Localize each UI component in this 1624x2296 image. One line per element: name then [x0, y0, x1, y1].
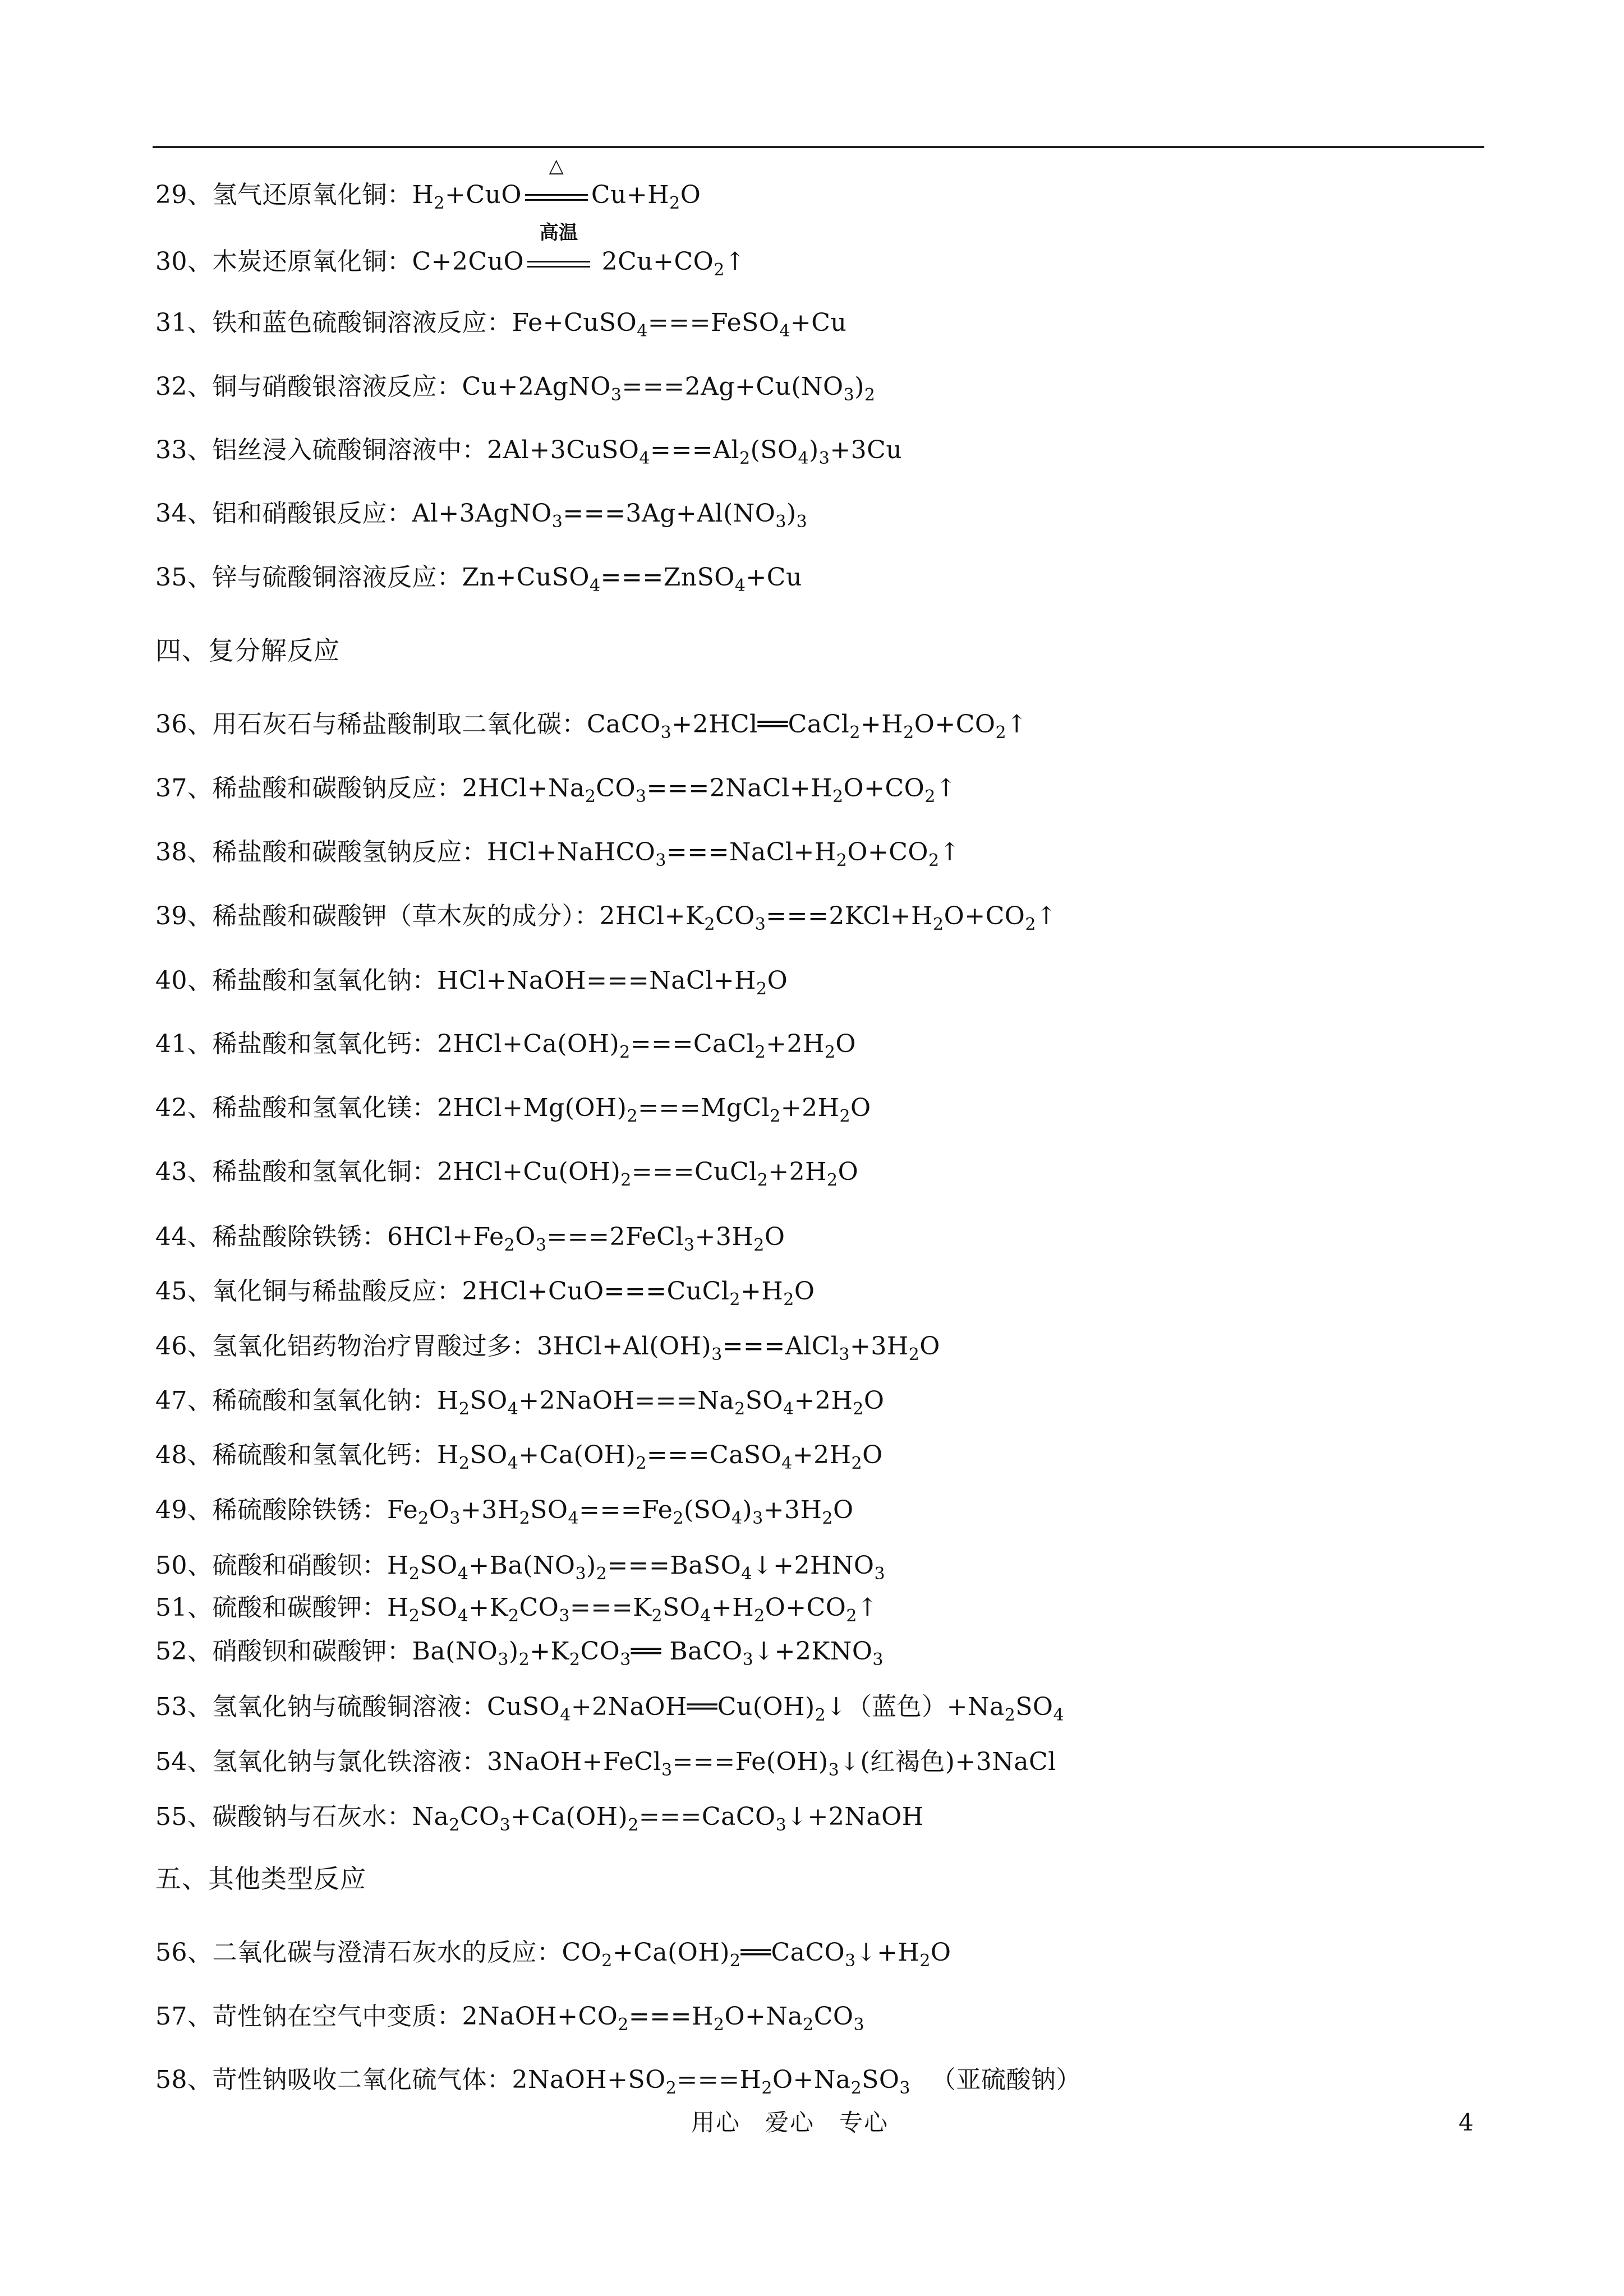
reaction-name: 氧化铜与稀盐酸反应： — [212, 1277, 462, 1306]
reaction-40: 40、稀盐酸和氢氧化钠：$HCl+NaOH===NaCl+H_2O$ — [155, 966, 788, 999]
reaction-41: 41、稀盐酸和氢氧化钙：$2HCl+Ca(OH)_2===CaCl_2+2H_2O$ — [155, 1030, 856, 1062]
reaction-name: 稀硫酸和氢氧化钙： — [212, 1441, 437, 1469]
reaction-name: 氢氧化钠与氯化铁溶液： — [212, 1748, 487, 1776]
reaction-32: 32、铜与硝酸银溶液反应：$Cu+2AgNO_3===2Ag+Cu(NO_3)_2$ — [155, 372, 876, 405]
reaction-number: 37、 — [155, 774, 213, 803]
reaction-name: 氢气还原氧化铜： — [212, 181, 412, 209]
reaction-name: 稀盐酸和碳酸钠反应： — [212, 774, 462, 803]
reaction-51: 51、硫酸和碳酸钾：$H_2SO_4+K_2CO_3===K_2SO_4+H_2O+CO_2↑$ — [155, 1593, 878, 1626]
reaction-49: 49、稀硫酸除铁锈：$Fe_2O_3+3H_2SO_4===Fe_2(SO_4)_3+3H_2O$ — [155, 1496, 854, 1528]
reaction-name: 苛性钠吸收二氧化硫气体： — [212, 2066, 512, 2094]
reaction-53: 53、氢氧化钠与硫酸铜溶液：$CuSO_4+2NaOH══Cu(OH)_2↓$（蓝色）$+Na_2SO_4$ — [155, 1693, 1065, 1725]
reaction-number: 41、 — [155, 1030, 213, 1058]
reaction-name: 稀盐酸和氢氧化镁： — [212, 1094, 437, 1122]
reaction-number: 43、 — [155, 1158, 213, 1186]
reaction-number: 32、 — [155, 372, 213, 401]
reaction-number: 57、 — [155, 2002, 213, 2031]
reaction-55: 55、碳酸钠与石灰水：$Na_2CO_3+Ca(OH)_2===CaCO_3↓+2NaOH$ — [155, 1802, 924, 1835]
reaction-name: 稀盐酸和氢氧化钙： — [212, 1030, 437, 1058]
header-rule — [153, 146, 1484, 148]
reaction-name: 铝丝浸入硫酸铜溶液中： — [212, 436, 487, 464]
reaction-name: 铜与硝酸银溶液反应： — [212, 372, 462, 401]
reaction-number: 39、 — [155, 902, 213, 930]
reaction-38: 38、稀盐酸和碳酸氢钠反应：$HCl+NaHCO_3===NaCl+H_2O+CO_2↑$ — [155, 838, 960, 870]
reaction-30: 30、木炭还原氧化铜：C+2CuO 高温 $2Cu+CO_2↑$ — [155, 222, 746, 280]
reaction-name: 稀盐酸和氢氧化铜： — [212, 1158, 437, 1186]
reaction-number: 48、 — [155, 1441, 213, 1469]
reaction-number: 51、 — [155, 1593, 213, 1622]
page-number: 4 — [1459, 2109, 1474, 2136]
reaction-name: 硝酸钡和碳酸钾： — [212, 1637, 412, 1666]
reaction-name: 稀硫酸除铁锈： — [212, 1496, 387, 1524]
reaction-number: 33、 — [155, 436, 213, 464]
reaction-number: 34、 — [155, 499, 213, 528]
reaction-name: 苛性钠在空气中变质： — [212, 2002, 462, 2031]
reaction-number: 50、 — [155, 1551, 213, 1580]
reaction-34: 34、铝和硝酸银反应：$Al+3AgNO_3===3Ag+Al(NO_3)_3$ — [155, 499, 808, 532]
reaction-36: 36、用石灰石与稀盐酸制取二氧化碳：$CaCO_3+2HCl══CaCl_2+H_2O+CO_2↑$ — [155, 710, 1028, 743]
reaction-number: 55、 — [155, 1802, 213, 1831]
reaction-name: 氢氧化钠与硫酸铜溶液： — [212, 1693, 487, 1721]
reaction-number: 31、 — [155, 308, 213, 337]
reaction-note: (红褐色) — [860, 1748, 955, 1776]
reaction-56: 56、二氧化碳与澄清石灰水的反应：$CO_2+Ca(OH)_2══CaCO_3↓+H_2O$ — [155, 1938, 951, 1971]
reaction-note: （蓝色） — [846, 1693, 947, 1721]
reaction-31: 31、铁和蓝色硫酸铜溶液反应：Fe+CuSO$_4$===FeSO$_4$+Cu — [155, 308, 847, 341]
reaction-54: 54、氢氧化钠与氯化铁溶液：$3NaOH+FeCl_3===Fe(OH)_3↓$(红褐色)+3NaCl — [155, 1748, 1056, 1780]
reaction-58: 58、苛性钠吸收二氧化硫气体：$2NaOH+SO_2===H_2O+Na_2SO_3$ （亚硫酸钠） — [155, 2066, 1082, 2098]
reaction-29: 29、氢气还原氧化铜：$H_2+CuO$ △ $Cu+H_2O$ — [155, 155, 701, 213]
reaction-name: 稀盐酸和氢氧化钠： — [212, 966, 437, 995]
reaction-name: 二氧化碳与澄清石灰水的反应： — [212, 1938, 562, 1967]
reaction-name: 铁和蓝色硫酸铜溶液反应： — [212, 308, 512, 337]
reaction-37: 37、稀盐酸和碳酸钠反应：$2HCl+Na_2CO_3===2NaCl+H_2O+CO_2↑$ — [155, 774, 957, 806]
reaction-note: （亚硫酸钠） — [944, 2066, 1082, 2094]
reaction-number: 44、 — [155, 1223, 213, 1251]
reaction-39: 39、稀盐酸和碳酸钾（草木灰的成分）：$2HCl+K_2CO_3===2KCl+H_2O+CO_2↑$ — [155, 902, 1057, 934]
reaction-35: 35、锌与硫酸铜溶液反应：Zn+CuSO$_4$===ZnSO$_4$+Cu — [155, 563, 802, 596]
reaction-name: 稀硫酸和氢氧化钠： — [212, 1386, 437, 1415]
reaction-50: 50、硫酸和硝酸钡：$H_2SO_4+Ba(NO_3)_2===BaSO_4↓+2HNO_3$ — [155, 1551, 886, 1584]
reaction-57: 57、苛性钠在空气中变质：$2NaOH+CO_2===H_2O+Na_2CO_3$ — [155, 2002, 865, 2035]
reaction-number: 45、 — [155, 1277, 213, 1306]
reaction-number: 49、 — [155, 1496, 213, 1524]
reaction-43: 43、稀盐酸和氢氧化铜：$2HCl+Cu(OH)_2===CuCl_2+2H_2O$ — [155, 1158, 859, 1190]
reaction-condition: △ — [525, 178, 588, 212]
footer-motto: 用心 爱心 专心 — [691, 2109, 889, 2136]
section-heading-5: 五、其他类型反应 — [155, 1864, 366, 1894]
reaction-number: 40、 — [155, 966, 213, 995]
reaction-name: 硫酸和碳酸钾： — [212, 1593, 387, 1622]
reaction-name: 稀盐酸和碳酸钾（草木灰的成分）： — [212, 902, 600, 930]
reaction-number: 38、 — [155, 838, 213, 866]
reaction-46: 46、氢氧化铝药物治疗胃酸过多：$3HCl+Al(OH)_3===AlCl_3+3H_2O$ — [155, 1332, 940, 1364]
reaction-name: 硫酸和硝酸钡： — [212, 1551, 387, 1580]
reaction-number: 56、 — [155, 1938, 213, 1967]
reaction-name: 木炭还原氧化铜： — [212, 247, 412, 276]
section-heading-4: 四、复分解反应 — [155, 635, 340, 666]
reaction-33: 33、铝丝浸入硫酸铜溶液中：$2Al+3CuSO_4===Al_2(SO_4)_3+3Cu$ — [155, 436, 903, 468]
reaction-number: 52、 — [155, 1637, 213, 1666]
reaction-number: 58、 — [155, 2066, 213, 2094]
reaction-name: 稀盐酸除铁锈： — [212, 1223, 387, 1251]
reaction-number: 35、 — [155, 563, 213, 592]
reaction-44: 44、稀盐酸除铁锈：$6HCl+Fe_2O_3===2FeCl_3+3H_2O$ — [155, 1223, 785, 1255]
reaction-name: 用石灰石与稀盐酸制取二氧化碳： — [212, 710, 587, 739]
reaction-42: 42、稀盐酸和氢氧化镁：$2HCl+Mg(OH)_2===MgCl_2+2H_2O$ — [155, 1094, 871, 1126]
reaction-number: 47、 — [155, 1386, 213, 1415]
reaction-number: 30、 — [155, 247, 213, 276]
reaction-number: 46、 — [155, 1332, 213, 1361]
reaction-number: 42、 — [155, 1094, 213, 1122]
reaction-number: 54、 — [155, 1748, 213, 1776]
reaction-name: 稀盐酸和碳酸氢钠反应： — [212, 838, 487, 866]
reaction-number: 53、 — [155, 1693, 213, 1721]
reaction-condition: 高温 — [527, 245, 590, 279]
reaction-number: 29、 — [155, 181, 213, 209]
reaction-47: 47、稀硫酸和氢氧化钠：$H_2SO_4+2NaOH===Na_2SO_4+2H_2O$ — [155, 1386, 885, 1419]
reaction-52: 52、硝酸钡和碳酸钾：$Ba(NO_3)_2+K_2CO_3══$ $BaCO_3↓+2KNO_3$ — [155, 1637, 884, 1670]
reaction-name: 铝和硝酸银反应： — [212, 499, 412, 528]
reaction-45: 45、氧化铜与稀盐酸反应：$2HCl+CuO===CuCl_2+H_2O$ — [155, 1277, 815, 1310]
reaction-48: 48、稀硫酸和氢氧化钙：$H_2SO_4+Ca(OH)_2===CaSO_4+2H_2O$ — [155, 1441, 883, 1473]
reaction-name: 氢氧化铝药物治疗胃酸过多： — [212, 1332, 537, 1361]
reaction-number: 36、 — [155, 710, 213, 739]
reaction-name: 锌与硫酸铜溶液反应： — [212, 563, 462, 592]
reaction-name: 碳酸钠与石灰水： — [212, 1802, 412, 1831]
